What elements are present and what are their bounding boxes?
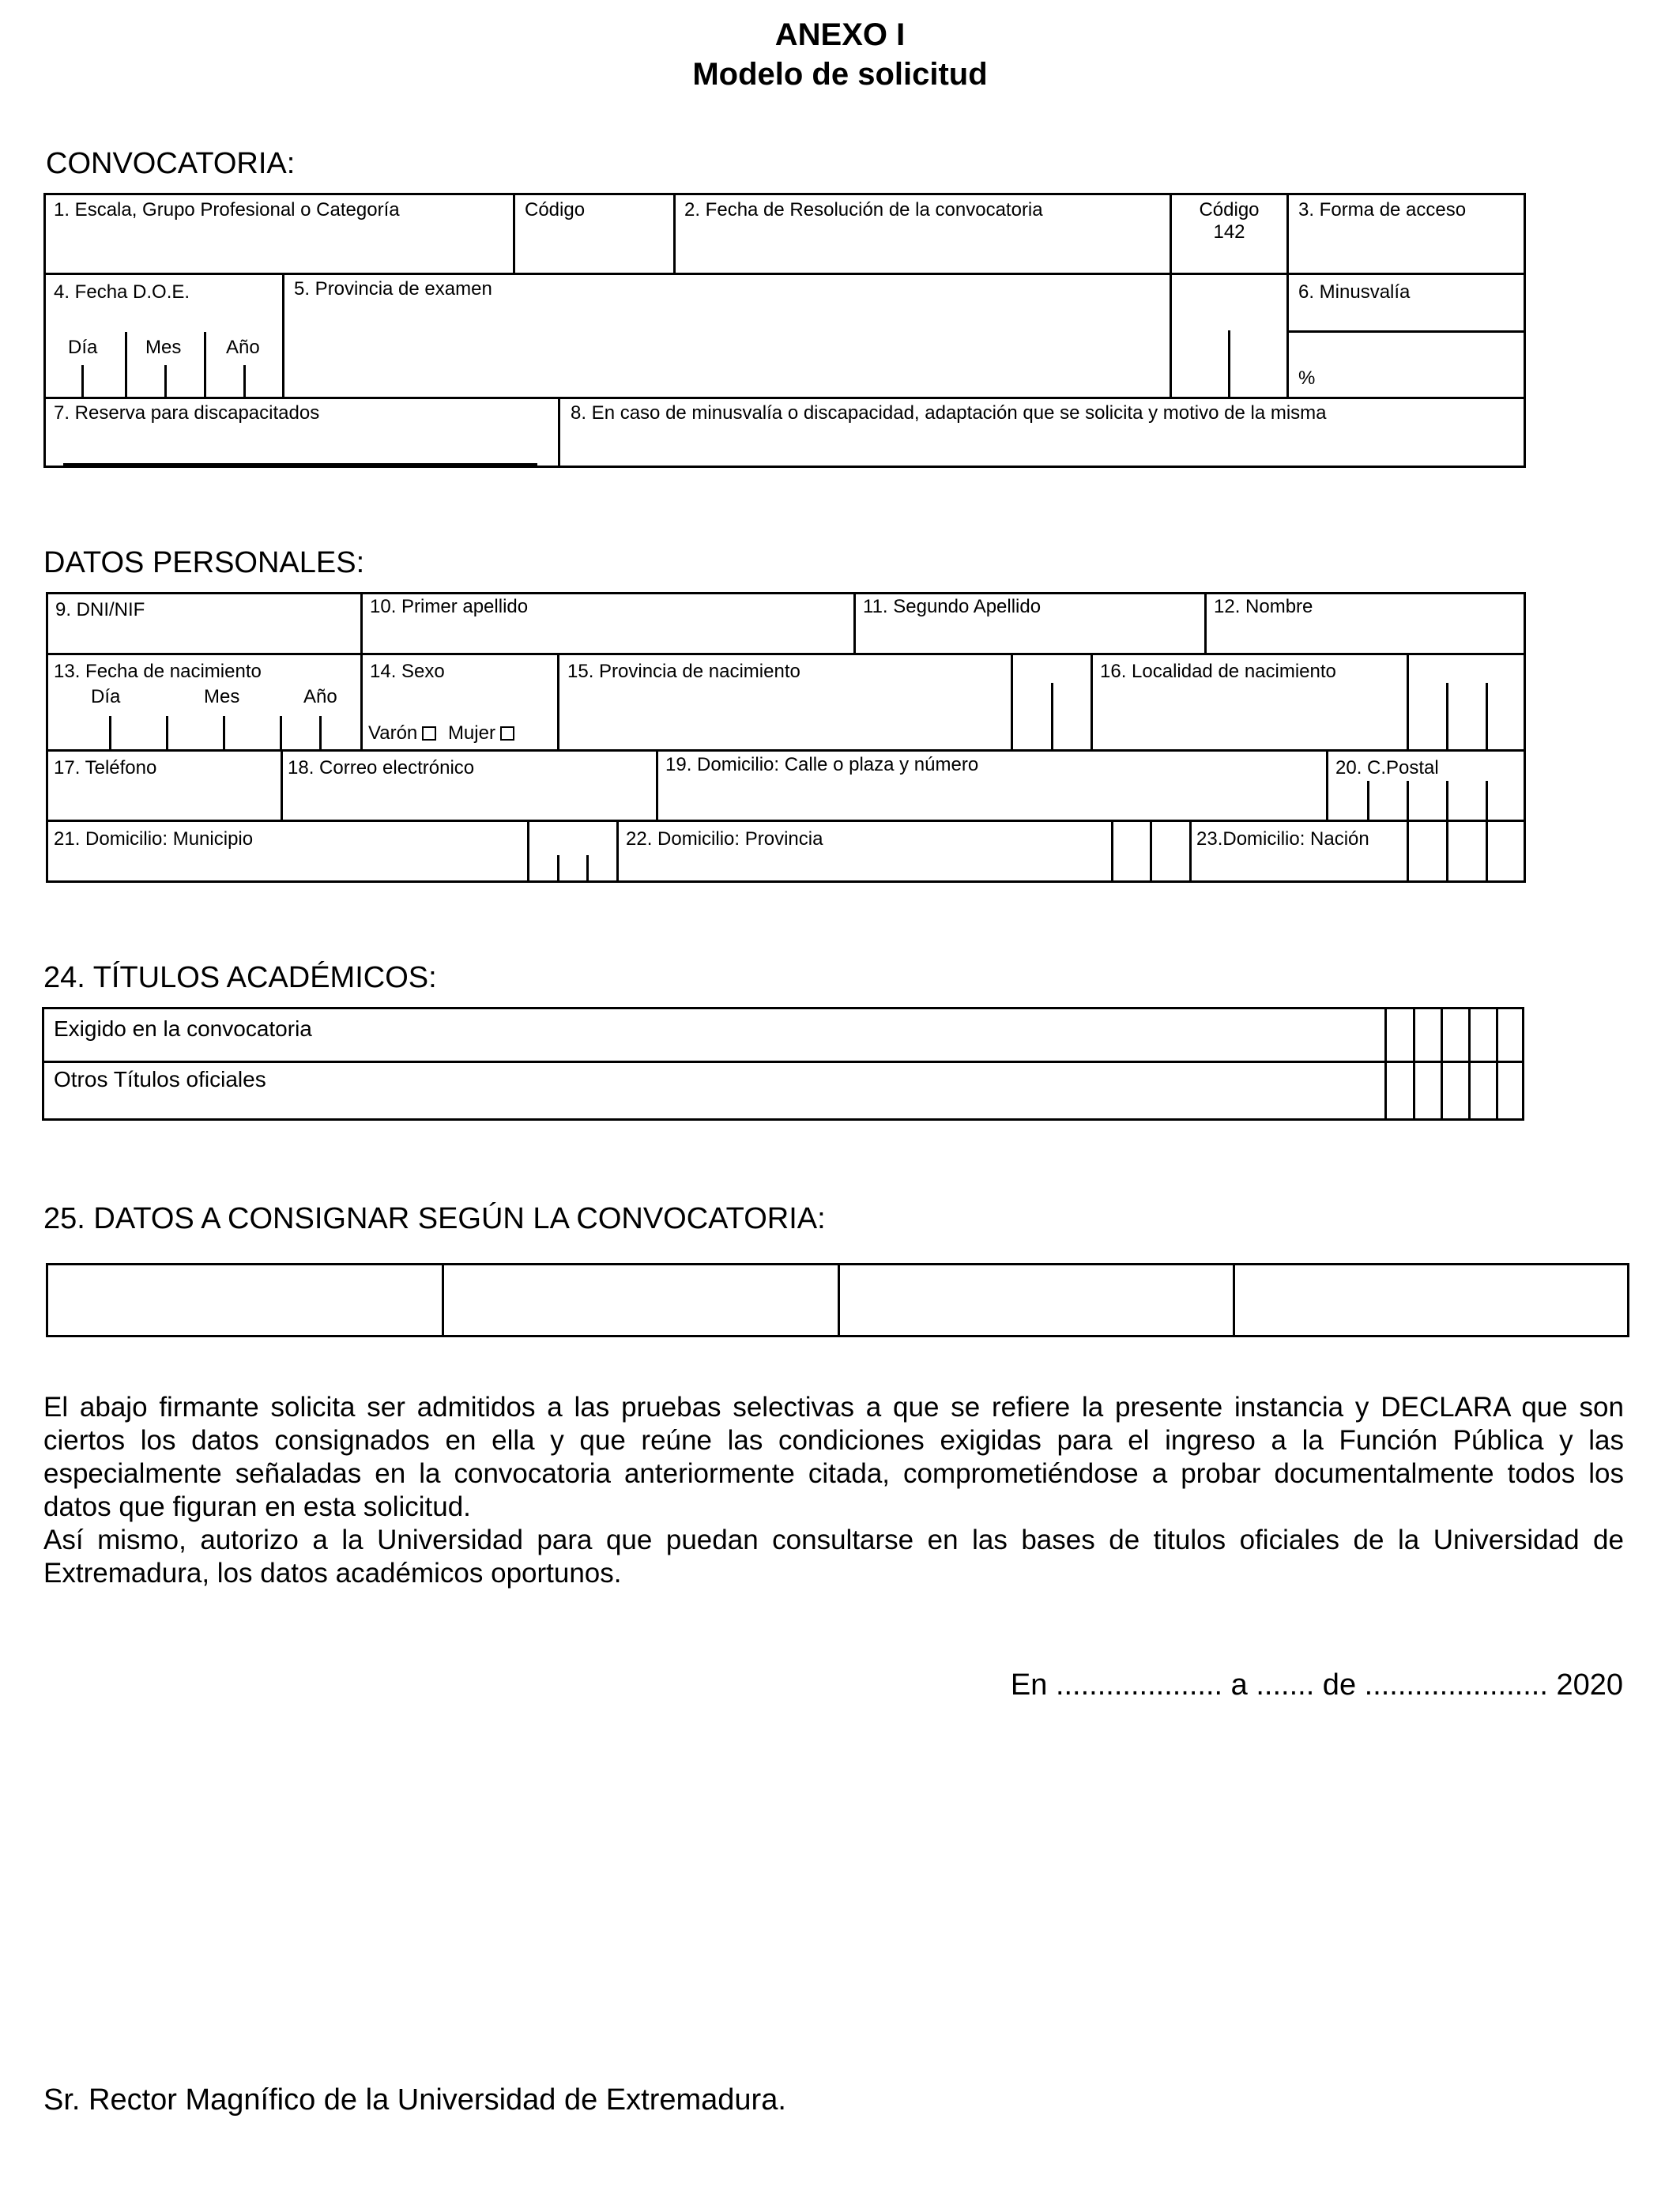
field-fecha-doe-label: 4. Fecha D.O.E. xyxy=(54,281,190,303)
field-provincia-nacimiento-label: 15. Provincia de nacimiento xyxy=(567,661,800,682)
form-subtitle: Modelo de solicitud xyxy=(692,57,988,92)
reserva-input[interactable] xyxy=(63,427,537,462)
annex-title: ANEXO I xyxy=(774,17,906,52)
telefono-input[interactable] xyxy=(48,781,278,820)
doe-mes-label: Mes xyxy=(145,337,182,358)
field-nacion-label: 23.Domicilio: Nación xyxy=(1196,828,1369,850)
field-adaptacion-label: 8. En caso de minusvalía o discapacidad, adaptación que se solicita y motivo de la misma xyxy=(571,402,1327,424)
provincia-nacimiento-input[interactable] xyxy=(559,684,1008,749)
adaptacion-input[interactable] xyxy=(561,427,1524,465)
field-reserva-label: 7. Reserva para discapacitados xyxy=(54,402,320,424)
convocatoria-heading: CONVOCATORIA: xyxy=(46,147,296,180)
field-escala-label: 1. Escala, Grupo Profesional o Categoría xyxy=(54,199,400,221)
minusvalia-percent-label: % xyxy=(1298,368,1316,389)
dato-cell-1[interactable] xyxy=(48,1265,439,1335)
place-date-line: En .................... a ....... de ...................... 2020 xyxy=(1010,1668,1623,1702)
field-segundo-apellido-label: 11. Segundo Apellido xyxy=(863,596,1042,617)
nombre-input[interactable] xyxy=(1207,620,1524,653)
nac-anio-label: Año xyxy=(303,686,337,707)
mujer-label: Mujer xyxy=(447,722,495,744)
datos-consignar-heading: 25. DATOS A CONSIGNAR SEGÚN LA CONVOCATORIA: xyxy=(43,1202,826,1235)
varon-checkbox[interactable] xyxy=(422,726,436,741)
field-telefono-label: 17. Teléfono xyxy=(54,757,157,778)
field-codigo2-value: 142 xyxy=(1213,221,1245,243)
titulos-heading: 24. TÍTULOS ACADÉMICOS: xyxy=(43,961,437,994)
field-forma-acceso-label: 3. Forma de acceso xyxy=(1298,199,1467,221)
primer-apellido-input[interactable] xyxy=(363,620,851,653)
dni-input[interactable] xyxy=(48,620,358,653)
fecha-resolucion-input[interactable] xyxy=(676,229,1167,273)
nac-mes-label: Mes xyxy=(204,686,240,707)
field-primer-apellido-label: 10. Primer apellido xyxy=(370,596,529,617)
sexo-options xyxy=(368,722,514,745)
field-nombre-label: 12. Nombre xyxy=(1214,596,1313,617)
authorization-paragraph: Así mismo, autorizo a la Universidad para que puedan consultarse en las bases de titulos oficiales de la Universidad de Extremadura, los datos académicos oportunos. xyxy=(43,1525,1624,1589)
nac-dia-label: Día xyxy=(91,686,121,707)
field-codigo2-label: Código xyxy=(1199,199,1260,221)
field-minusvalia-label: 6. Minusvalía xyxy=(1298,281,1411,303)
titulo-otros-label[interactable]: Otros Títulos oficiales xyxy=(54,1067,266,1091)
addressee: Sr. Rector Magnífico de la Universidad de Extremadura. xyxy=(43,2083,786,2117)
segundo-apellido-input[interactable] xyxy=(856,620,1202,653)
field-domicilio-provincia-label: 22. Domicilio: Provincia xyxy=(626,828,823,850)
nacion-input[interactable] xyxy=(1192,852,1404,880)
doe-anio-label: Año xyxy=(226,337,260,358)
municipio-input[interactable] xyxy=(48,852,525,880)
declaration-paragraph: El abajo firmante solicita ser admitidos a las pruebas selectivas a que se refiere la presente instancia y DECLARA que son ciertos los datos consignados en ella y que reúne las condiciones exigidas para el ingreso a la Función Pública y las especialmente señaladas en la convocatoria anteriormente citada, comprometiéndose a probar documentalmente todos los datos que figuran en esta solicitud. xyxy=(43,1392,1624,1522)
dato-cell-2[interactable] xyxy=(444,1265,835,1335)
field-fecha-nacimiento-label: 13. Fecha de nacimiento xyxy=(54,661,262,682)
titulo-exigido-label[interactable]: Exigido en la convocatoria xyxy=(54,1016,312,1041)
mujer-checkbox[interactable] xyxy=(500,726,514,741)
field-dni-label: 9. DNI/NIF xyxy=(55,599,145,620)
field-localidad-nacimiento-label: 16. Localidad de nacimiento xyxy=(1100,661,1336,682)
minusvalia-percent-input[interactable] xyxy=(1320,348,1524,395)
field-fecha-resolucion-label: 2. Fecha de Resolución de la convocatoria xyxy=(684,199,1043,221)
provincia-examen-input[interactable] xyxy=(284,304,1167,397)
field-codigo-label: Código xyxy=(525,199,586,221)
dato-cell-4[interactable] xyxy=(1235,1265,1627,1335)
field-municipio-label: 21. Domicilio: Municipio xyxy=(54,828,254,850)
domicilio-calle-input[interactable] xyxy=(658,781,1324,820)
localidad-nacimiento-input[interactable] xyxy=(1093,684,1404,749)
escala-input[interactable] xyxy=(45,229,511,273)
dato-cell-3[interactable] xyxy=(840,1265,1230,1335)
correo-input[interactable] xyxy=(283,781,654,820)
domicilio-provincia-input[interactable] xyxy=(619,852,1109,880)
field-correo-label: 18. Correo electrónico xyxy=(288,757,475,778)
field-cpostal-label: 20. C.Postal xyxy=(1335,757,1439,778)
datos-personales-heading: DATOS PERSONALES: xyxy=(43,546,365,579)
field-sexo-label: 14. Sexo xyxy=(370,661,445,682)
doe-dia-label: Día xyxy=(68,337,98,358)
forma-acceso-input[interactable] xyxy=(1289,229,1524,273)
field-provincia-examen-label: 5. Provincia de examen xyxy=(294,278,492,300)
field-domicilio-calle-label: 19. Domicilio: Calle o plaza y número xyxy=(665,754,979,775)
varon-label: Varón xyxy=(368,722,418,744)
